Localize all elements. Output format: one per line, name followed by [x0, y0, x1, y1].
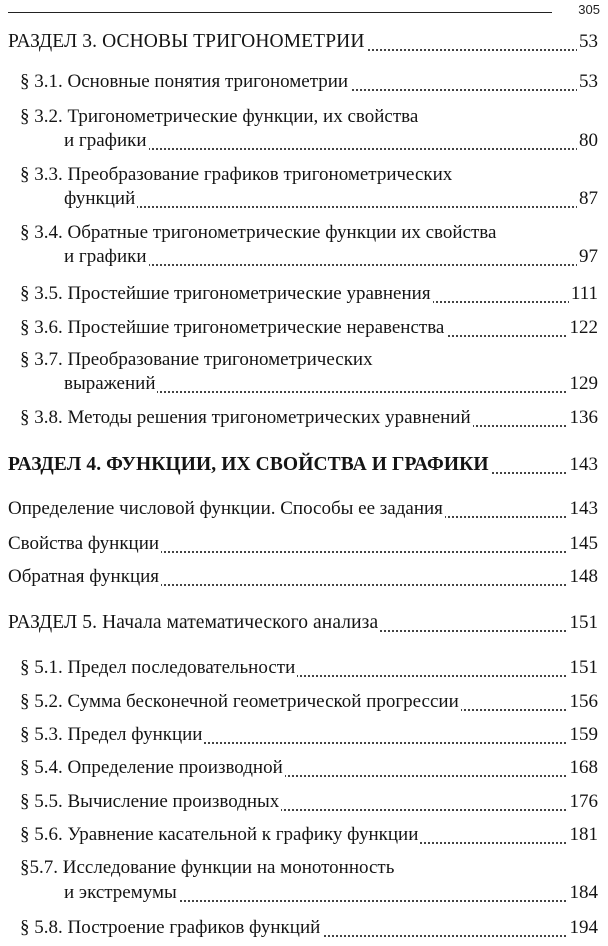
toc-entry [0, 70, 608, 100]
toc-page-number: 122 [569, 317, 598, 338]
toc-entry [0, 497, 608, 527]
toc-page-number: 129 [569, 373, 598, 394]
toc-entry-title: § 3.1. Основные понятия тригонометрии [20, 71, 349, 92]
toc-page-number: 168 [569, 757, 598, 778]
toc-entry-title: § 5.3. Предел функции [20, 724, 203, 745]
toc-page-number: 148 [569, 566, 598, 587]
toc-page-number: 145 [569, 533, 598, 554]
toc-entry-title: РАЗДЕЛ 3. ОСНОВЫ ТРИГОНОМЕТРИИ [8, 31, 365, 52]
toc-entry-title: § 3.3. Преобразование графиков тригонометрических [20, 164, 453, 185]
toc-entry-continuation [0, 187, 608, 217]
page-number: 305 [578, 2, 600, 17]
toc-entry-title: §5.7. Исследование функции на монотонность [20, 857, 395, 878]
toc-entry [0, 823, 608, 853]
toc-entry-title: § 3.5. Простейшие тригонометрические уравнения [20, 283, 431, 304]
toc-page-number: 111 [570, 283, 598, 304]
toc-entry-continuation [0, 372, 608, 402]
toc-entry-title: Обратная функция [8, 566, 160, 587]
toc-entry-title: § 5.2. Сумма бесконечной геометрической прогрессии [20, 691, 459, 712]
dot-leader [64, 206, 598, 208]
toc-page-number: 87 [579, 188, 598, 209]
toc-page-number: 53 [579, 71, 598, 92]
toc-entry-title: § 5.5. Вычисление производных [20, 791, 280, 812]
toc-entry-title: § 5.6. Уравнение касательной к графику функции [20, 824, 419, 845]
toc-entry-title: § 3.4. Обратные тригонометрические функции их свойства [20, 222, 497, 243]
toc-page-number: 151 [569, 612, 598, 633]
toc-page-number: 159 [569, 724, 598, 745]
toc-entry-title: Определение числовой функции. Способы ее задания [8, 498, 443, 519]
toc-entry-title: § 3.7. Преобразование тригонометрических [20, 349, 373, 370]
toc-entry [0, 30, 608, 60]
toc-page-number: 143 [569, 454, 598, 475]
toc-page-number: 194 [569, 917, 598, 938]
toc-entry [0, 316, 608, 346]
toc-entry-title: § 3.8. Методы решения тригонометрических уравнений [20, 407, 471, 428]
header-rule [8, 12, 552, 13]
toc-page-number: 143 [569, 498, 598, 519]
toc-entry-title: § 3.6. Простейшие тригонометрические неравенства [20, 317, 445, 338]
toc-entry-title-continued: выражений [64, 373, 156, 394]
toc-entry-title: Свойства функции [8, 533, 160, 554]
toc-entry [0, 756, 608, 786]
toc-page-number: 80 [579, 130, 598, 151]
toc-entry [0, 453, 608, 483]
toc-entry-title-continued: и графики [64, 130, 147, 151]
toc-entry-continuation [0, 129, 608, 159]
toc-page-number: 181 [569, 824, 598, 845]
toc-page-number: 151 [569, 657, 598, 678]
toc-entry-title: § 5.8. Построение графиков функций [20, 917, 321, 938]
toc-entry-title: РАЗДЕЛ 5. Начала математического анализа [8, 612, 379, 633]
toc-entry [0, 282, 608, 312]
toc-entry-title: РАЗДЕЛ 4. ФУНКЦИИ, ИХ СВОЙСТВА И ГРАФИКИ [8, 454, 489, 475]
toc-entry-title-continued: функций [64, 188, 136, 209]
toc-entry [0, 406, 608, 436]
toc-page-number: 53 [579, 31, 598, 52]
toc-entry [0, 532, 608, 562]
toc-entry-continuation [0, 881, 608, 911]
toc-page-number: 176 [569, 791, 598, 812]
toc-page-number: 156 [569, 691, 598, 712]
toc-entry [0, 690, 608, 720]
toc-entry-title: § 3.2. Тригонометрические функции, их свойства [20, 106, 419, 127]
toc-entry-title: § 5.1. Предел последовательности [20, 657, 296, 678]
toc-entry [0, 565, 608, 595]
toc-entry [0, 790, 608, 820]
toc-entry [0, 611, 608, 641]
toc-page-number: 184 [569, 882, 598, 903]
toc-entry-title-continued: и экстремумы [64, 882, 177, 903]
toc-entry-title: § 5.4. Определение производной [20, 757, 283, 778]
toc-entry-continuation [0, 245, 608, 275]
toc-entry-title-continued: и графики [64, 246, 147, 267]
toc-page-number: 136 [569, 407, 598, 428]
toc-page-number: 97 [579, 246, 598, 267]
toc-entry [0, 723, 608, 753]
toc-entry [0, 656, 608, 686]
toc-entry [0, 916, 608, 946]
